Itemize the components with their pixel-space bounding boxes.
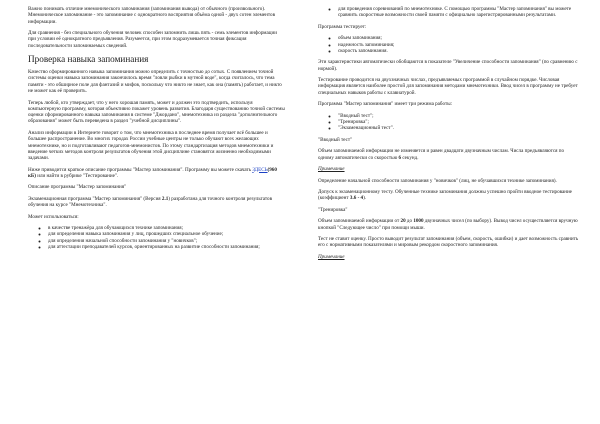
comparison-paragraph: Для сравнения - без специального обучения человек способен запомнить лишь пять - семь элементов информации при условии её однократного предъявления. Разумеется, при этом подразумевается точная фиксация последовательности запоминаемых сведений. xyxy=(28,30,277,49)
list-item: ◦ скорость запоминания. xyxy=(338,48,580,54)
note-label: Примечание xyxy=(318,166,345,173)
claim-paragraph: Теперь любой, кто утверждает, что у него хорошая память, может и должен это подтвердить, используя компьютерную программу, которая объективно покажет уровень развития. Благодаря существованию точной системы оценки сформированного навыка запоминания в системе "Джордано", мнемотехника из раздела "дополнительного образования" может быть переведена в раздел "учебной дисциплины". xyxy=(28,99,285,125)
program-description-title: Описание программы "Мастер запоминания" xyxy=(28,184,127,191)
version-number: 2.1 xyxy=(161,195,169,202)
note-label: Примечание xyxy=(318,253,345,260)
intro-paragraph: Важно понимать отличие мнемонического запоминания (запоминания вывода) от обычного (произвольного). Мнемоническое запоминание - это запоминание с однократного восприятия объёма одной - двух сотен элементов информации. xyxy=(28,6,275,25)
internet-paragraph: Анализ информации в Интернете говорит о том, что мнемотехника в последнее время получает всё большее и большее распространение. Во многих городах России учебные центры не только обучают всех желающих мнемотехнике, но и подготавливают педагогов-мнемонистов. По этому стандартизация методов мнемотехники и введение четких методов контроля результатов обучения этой дисциплине становятся жизненно необходимыми задачами. xyxy=(28,129,274,162)
training-title: "Тренировка" xyxy=(318,206,348,213)
modes-list xyxy=(318,113,580,132)
intro-test-title: "Вводный тест" xyxy=(318,136,353,143)
tests-list xyxy=(318,35,580,54)
list-item: ◦ для определения начальной способности запоминания у "новичков"; xyxy=(48,238,286,244)
list-item: ◦ в качестве тренажёра для обучающихся технике запоминания; xyxy=(48,225,286,231)
list-item: ◦ "Экзаменационный тест". xyxy=(338,125,580,131)
intro-test-paragraph: Объем запоминаемой информации не изменяется и равен двадцати двузначным числам. Числа предъявляются по одному автоматически со скоростью 6 секунд. xyxy=(318,148,565,161)
version-paragraph: Экзаменационная программа "Мастер запоминания" (Версия 2.1) разработана для точного контроля результатов обучения на курсе "Мнемотехника". xyxy=(28,195,272,209)
usage-list-continued xyxy=(318,6,580,19)
modes-intro: Программа "Мастер запоминания" имеет три режима работы: xyxy=(318,101,453,108)
left-column xyxy=(28,6,286,255)
section-heading: Проверка навыка запоминания xyxy=(28,54,149,65)
training-paragraph: Объем запоминаемой информации от 20 до 1000 двузначных чисел (по выбору). Вывод чисел осуществляется вручную кнопкой "Следующее число" при помощи мыши. xyxy=(318,218,578,231)
right-column xyxy=(318,6,580,265)
file-size: (960 кБ) xyxy=(28,166,277,179)
download-link[interactable]: ЗДЕСЬ xyxy=(252,166,268,173)
list-item: ◦ для проведения соревнований по мнемотехнике. С помощью программы "Мастер запоминания" вы можете сравнить скоростные возможности своей памяти с официально зарегистрированными результатами. xyxy=(338,6,580,19)
admission-paragraph: Допуск к экзаменационному тесту. Обученные технике запоминания должны успешно пройти вводное тестирование (коэффициент 3.6 - 4). xyxy=(318,189,572,202)
list-item: ◦ "Тренировка"; xyxy=(338,119,580,125)
result-paragraph: Тест не ставит оценку. Просто выводит результат запоминания (объем, скорость, ошибки) и дает возможность сравнить его с нормативными показателями и мировым рекордом скоростного запоминания. xyxy=(318,236,579,249)
list-item: ◦ "Вводный тест"; xyxy=(338,113,580,119)
tests-intro: Программа тестирует: xyxy=(318,23,367,30)
usage-intro: Может использоваться: xyxy=(28,213,79,220)
testing-paragraph: Тестирование проводится на двухзначных числах, предъявляемых программой в случайном порядке. Числовая информация является наиболее простой для запоминания методами мнемотехники. Ввод чисел в программу не требует специальных навыков работы с клавиатурой. xyxy=(318,77,578,96)
list-item: ◦ объем запоминания; xyxy=(338,35,580,41)
list-item: ◦ для аттестации преподавателей курсов, ориентированных на развитие способности запоминания; xyxy=(48,244,286,250)
list-item: ◦ для определения навыка запоминания у лиц, прошедших специальное обучение; xyxy=(48,231,286,237)
summary-paragraph: Эти характеристики автоматически обобщаются в показателе "Увеличение способности запоминания" (по сравнению с нормой). xyxy=(318,59,578,72)
usage-list xyxy=(28,225,286,250)
download-paragraph: Ниже приводится краткое описание программы "Мастер запоминания". Программу вы можете скачать ЗДЕСЬ(960 кБ) или найти в рубрике "Тестирование". xyxy=(28,166,277,179)
list-item: ◦ надежность запоминания; xyxy=(338,42,580,48)
quality-paragraph: Качество сформированного навыка запоминания можно определить с точностью до сотых. С появлением точной системы оценки навыка запоминания закончилось время "ловли рыбки в мутной воде", когда считалось, что тема памяти - это обширное поле для фантазий и мифов, поскольку что никто не знает, как она (память) работает, и никто не может как её проверить. xyxy=(28,69,282,95)
beginner-paragraph: Определение начальной способности запоминания у "новичков" (лиц, не обучавшихся технике запоминания). xyxy=(318,177,557,184)
